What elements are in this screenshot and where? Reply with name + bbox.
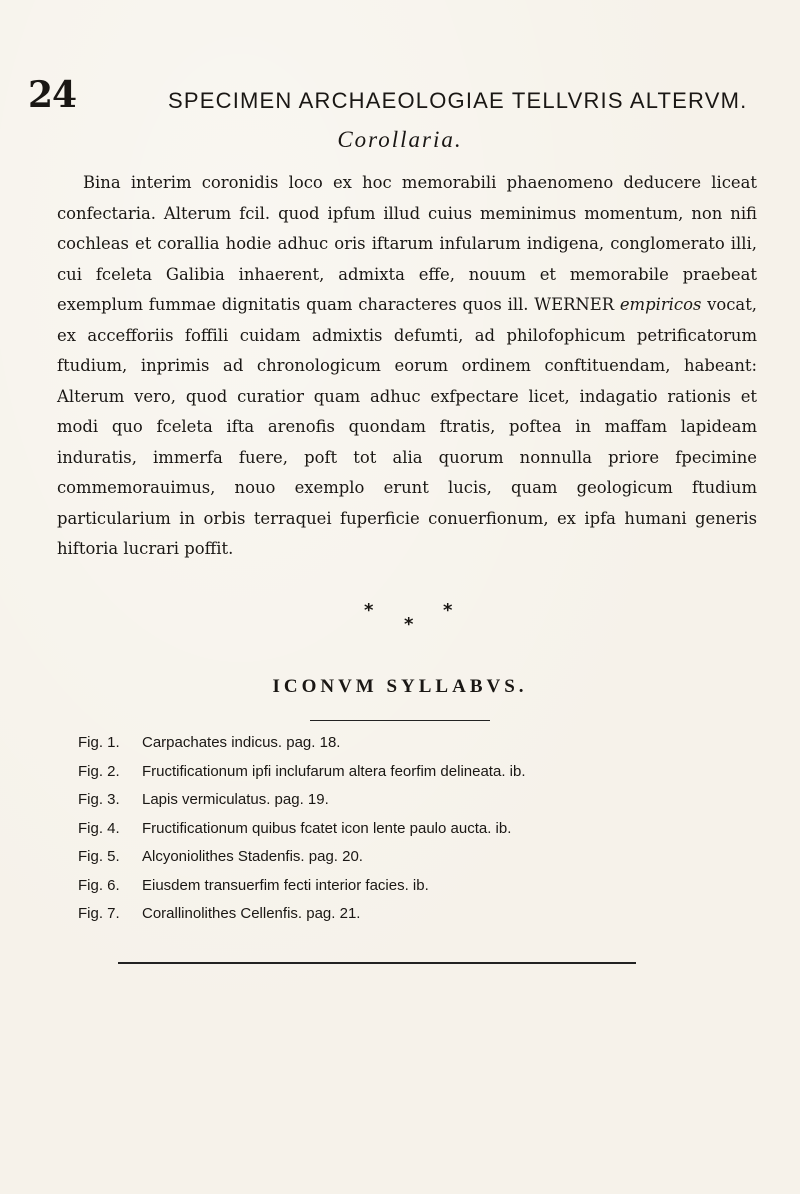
figure-caption: Fructificationum ipfi inclufarum altera feorfim delineata. ib. (142, 762, 526, 780)
list-item (78, 758, 768, 787)
figure-caption: Lapis vermiculatus. pag. 19. (142, 791, 329, 808)
body-text-italic: empiricos (619, 295, 702, 314)
asterisk-left: * (364, 600, 374, 621)
list-item (78, 843, 768, 872)
body-text-part1: Bina interim coronidis loco ex hoc memorabili phaenomeno deducere liceat confectaria. Alterum fcil. quod ipfum illud cuius meminimus momentum, non nifi cochleas et corallia hodie adhuc oris iftarum infularum indigena, conglomerato illi, cui fceleta Galibia inhaerent, admixta effe, nouum et memorabile praebeat exemplum fummae dignitatis quam characteres quos ill. WERNER (57, 173, 757, 314)
page-number: 24 (28, 74, 77, 116)
figure-caption: Carpachates indicus. pag. 18. (142, 734, 341, 751)
figure-label: Fig. 7. (78, 905, 120, 922)
list-item (78, 786, 768, 815)
icons-heading: ICONVM SYLLABVS. (272, 676, 528, 697)
asterisk-center: * (404, 614, 414, 635)
figure-list (78, 729, 768, 929)
body-paragraph (57, 168, 757, 565)
figure-label: Fig. 5. (78, 848, 120, 865)
figure-caption: Fructificationum quibus fcatet icon lente paulo aucta. ib. (142, 819, 512, 837)
figure-label: Fig. 6. (78, 876, 120, 894)
figure-label: Fig. 1. (78, 734, 120, 751)
bottom-rule (118, 962, 636, 964)
list-item (78, 900, 768, 929)
figure-label: Fig. 3. (78, 791, 120, 808)
figure-caption: Eiusdem transuerfim fecti interior facies. ib. (142, 876, 429, 894)
figure-label: Fig. 2. (78, 762, 120, 780)
figure-caption: Corallinolithes Cellenfis. pag. 21. (142, 905, 361, 922)
asterism (0, 600, 800, 640)
running-head (28, 74, 768, 124)
list-item (78, 729, 768, 758)
list-item (78, 872, 768, 901)
figure-caption: Alcyoniolithes Stadenfis. pag. 20. (142, 848, 363, 865)
heading-rule (310, 720, 490, 721)
header-title: SPECIMEN ARCHAEOLOGIAE TELLVRIS ALTERVM. (168, 88, 748, 113)
figure-label: Fig. 4. (78, 819, 120, 837)
body-text-part2: vocat, ex accefforiis foffili cuidam admixtis defumti, ad philofophicum petrificatorum ftudium, inprimis ad chronologicum eorum ordinem conftituendam, habeant: Alterum vero, quod curatior quam adhuc exfpectare licet, indagatio rationis et modi quo fceleta ifta arenofis quondam ftratis, poftea in maffam lapideam induratis, immerfa fuere, poft tot alia quorum nonnulla priore fpecimine commemorauimus, nouo exemplo erunt lucis, quam geologicum ftudium particularium in orbis terraquei fuperficie conuerfionum, ex ipfa humani generis hiftoria lucrari poffit. (57, 295, 757, 558)
section-title: Corollaria. (337, 127, 463, 152)
asterisk-right: * (443, 600, 453, 621)
list-item (78, 815, 768, 844)
